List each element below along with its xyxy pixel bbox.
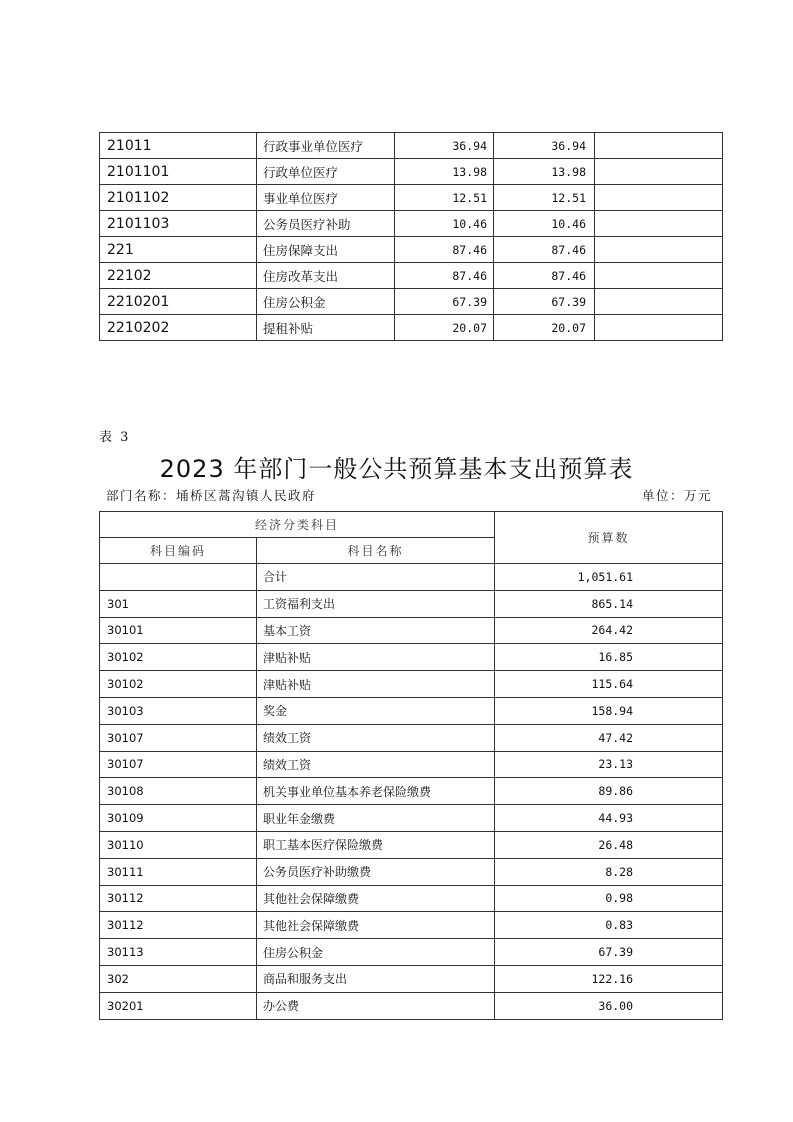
total-amount-cell: 13.98 [395, 159, 494, 185]
budget-amount-cell: 44.93 [495, 805, 723, 832]
subject-name-cell: 住房公积金 [257, 289, 395, 315]
continued-budget-table [99, 132, 723, 341]
table-row [100, 590, 723, 617]
table-row [100, 697, 723, 724]
subject-code-cell: 30110 [100, 831, 257, 858]
basic-amount-cell: 10.46 [494, 211, 595, 237]
table-row [100, 805, 723, 832]
budget-amount-cell: 122.16 [495, 965, 723, 992]
table-row [100, 724, 723, 751]
basic-amount-cell: 13.98 [494, 159, 595, 185]
budget-amount-cell: 67.39 [495, 939, 723, 966]
subject-code-header: 科目编码 [100, 538, 257, 564]
subject-code-cell: 2101103 [100, 211, 257, 237]
budget-amount-cell: 8.28 [495, 858, 723, 885]
basic-amount-cell: 87.46 [494, 263, 595, 289]
basic-amount-cell: 67.39 [494, 289, 595, 315]
budget-amount-cell: 115.64 [495, 671, 723, 698]
project-amount-cell [595, 289, 723, 315]
total-amount-cell: 36.94 [395, 133, 494, 159]
department-name: 部门名称：埇桥区蒿沟镇人民政府 [106, 488, 317, 503]
budget-amount-cell: 0.83 [495, 912, 723, 939]
subject-code-cell: 30113 [100, 939, 257, 966]
basic-amount-cell: 87.46 [494, 237, 595, 263]
table-row [100, 992, 723, 1019]
subject-code-cell: 30201 [100, 992, 257, 1019]
table-row [100, 564, 723, 591]
table-row [100, 939, 723, 966]
table-row [100, 315, 723, 341]
project-amount-cell [595, 133, 723, 159]
subject-code-cell: 221 [100, 237, 257, 263]
subject-code-cell: 30103 [100, 697, 257, 724]
budget-amount-cell: 264.42 [495, 617, 723, 644]
total-amount-cell: 67.39 [395, 289, 494, 315]
subject-code-cell: 2101102 [100, 185, 257, 211]
project-amount-cell [595, 237, 723, 263]
subject-name-cell: 公务员医疗补助缴费 [257, 858, 495, 885]
table-row [100, 289, 723, 315]
subject-name-cell: 商品和服务支出 [257, 965, 495, 992]
total-amount-cell: 87.46 [395, 237, 494, 263]
budget-amount-cell: 865.14 [495, 590, 723, 617]
subject-code-cell: 301 [100, 590, 257, 617]
subject-name-cell: 提租补贴 [257, 315, 395, 341]
subject-name-cell: 绩效工资 [257, 751, 495, 778]
subject-name-cell: 津贴补贴 [257, 644, 495, 671]
subject-name-cell: 住房公积金 [257, 939, 495, 966]
subject-code-cell: 30112 [100, 885, 257, 912]
page-title: 2023 年部门一般公共预算基本支出预算表 [159, 455, 634, 483]
basic-amount-cell: 36.94 [494, 133, 595, 159]
table-row [100, 885, 723, 912]
budget-amount-cell: 0.98 [495, 885, 723, 912]
basic-amount-cell: 12.51 [494, 185, 595, 211]
subject-name-cell: 住房保障支出 [257, 237, 395, 263]
subject-code-cell: 30111 [100, 858, 257, 885]
subject-code-cell: 302 [100, 965, 257, 992]
economic-classification-header: 经济分类科目 [100, 512, 495, 538]
subject-code-cell: 2210201 [100, 289, 257, 315]
table-number-label: 表 3 [99, 430, 131, 445]
budget-amount-cell: 47.42 [495, 724, 723, 751]
total-amount-cell: 12.51 [395, 185, 494, 211]
subject-name-cell: 职业年金缴费 [257, 805, 495, 832]
subject-name-cell: 基本工资 [257, 617, 495, 644]
subject-code-cell: 22102 [100, 263, 257, 289]
project-amount-cell [595, 159, 723, 185]
table-row [100, 237, 723, 263]
subject-code-cell: 30109 [100, 805, 257, 832]
budget-amount-cell: 16.85 [495, 644, 723, 671]
subject-name-cell: 其他社会保障缴费 [257, 912, 495, 939]
total-amount-cell: 20.07 [395, 315, 494, 341]
unit-label: 单位：万元 [641, 488, 712, 503]
subject-name-cell: 其他社会保障缴费 [257, 885, 495, 912]
total-amount-cell: 87.46 [395, 263, 494, 289]
subject-name-cell: 绩效工资 [257, 724, 495, 751]
subject-code-cell: 30102 [100, 671, 257, 698]
budget-amount-cell: 23.13 [495, 751, 723, 778]
subject-name-cell: 办公费 [257, 992, 495, 1019]
subject-name-header: 科目名称 [257, 538, 495, 564]
subject-name-cell: 行政单位医疗 [257, 159, 395, 185]
subject-code-cell: 30107 [100, 751, 257, 778]
table-row [100, 751, 723, 778]
budget-amount-cell: 36.00 [495, 992, 723, 1019]
project-amount-cell [595, 315, 723, 341]
budget-amount-header: 预算数 [495, 512, 723, 564]
subject-name-cell: 公务员医疗补助 [257, 211, 395, 237]
table-row [100, 211, 723, 237]
subject-name-cell: 机关事业单位基本养老保险缴费 [257, 778, 495, 805]
budget-amount-cell: 26.48 [495, 831, 723, 858]
project-amount-cell [595, 211, 723, 237]
budget-amount-cell: 89.86 [495, 778, 723, 805]
subject-code-cell: 30112 [100, 912, 257, 939]
table-row [100, 965, 723, 992]
subject-name-cell: 住房改革支出 [257, 263, 395, 289]
subject-code-cell: 30108 [100, 778, 257, 805]
basic-expenditure-table-body [100, 564, 723, 1020]
subject-code-cell: 2101101 [100, 159, 257, 185]
table-row [100, 617, 723, 644]
budget-amount-cell: 158.94 [495, 697, 723, 724]
subject-code-cell: 30102 [100, 644, 257, 671]
table-row [100, 159, 723, 185]
table-row [100, 644, 723, 671]
table-row [100, 133, 723, 159]
subject-code-cell: 30101 [100, 617, 257, 644]
project-amount-cell [595, 263, 723, 289]
subject-name-cell: 职工基本医疗保险缴费 [257, 831, 495, 858]
subject-name-cell: 奖金 [257, 697, 495, 724]
subject-name-cell: 工资福利支出 [257, 590, 495, 617]
total-amount-cell: 10.46 [395, 211, 494, 237]
table-row [100, 831, 723, 858]
subject-name-cell: 合计 [257, 564, 495, 591]
subject-code-cell [100, 564, 257, 591]
basic-amount-cell: 20.07 [494, 315, 595, 341]
table-row [100, 185, 723, 211]
table-row [100, 912, 723, 939]
subject-name-cell: 行政事业单位医疗 [257, 133, 395, 159]
table-row [100, 778, 723, 805]
subject-code-cell: 30107 [100, 724, 257, 751]
table-row [100, 858, 723, 885]
header-row-group [100, 512, 723, 538]
project-amount-cell [595, 185, 723, 211]
table-row [100, 263, 723, 289]
table-row [100, 671, 723, 698]
continued-budget-table-body [100, 133, 723, 341]
basic-expenditure-table [99, 511, 723, 1020]
subject-name-cell: 事业单位医疗 [257, 185, 395, 211]
basic-expenditure-table-header [100, 512, 723, 564]
budget-amount-cell: 1,051.61 [495, 564, 723, 591]
subject-code-cell: 2210202 [100, 315, 257, 341]
subject-code-cell: 21011 [100, 133, 257, 159]
subject-name-cell: 津贴补贴 [257, 671, 495, 698]
